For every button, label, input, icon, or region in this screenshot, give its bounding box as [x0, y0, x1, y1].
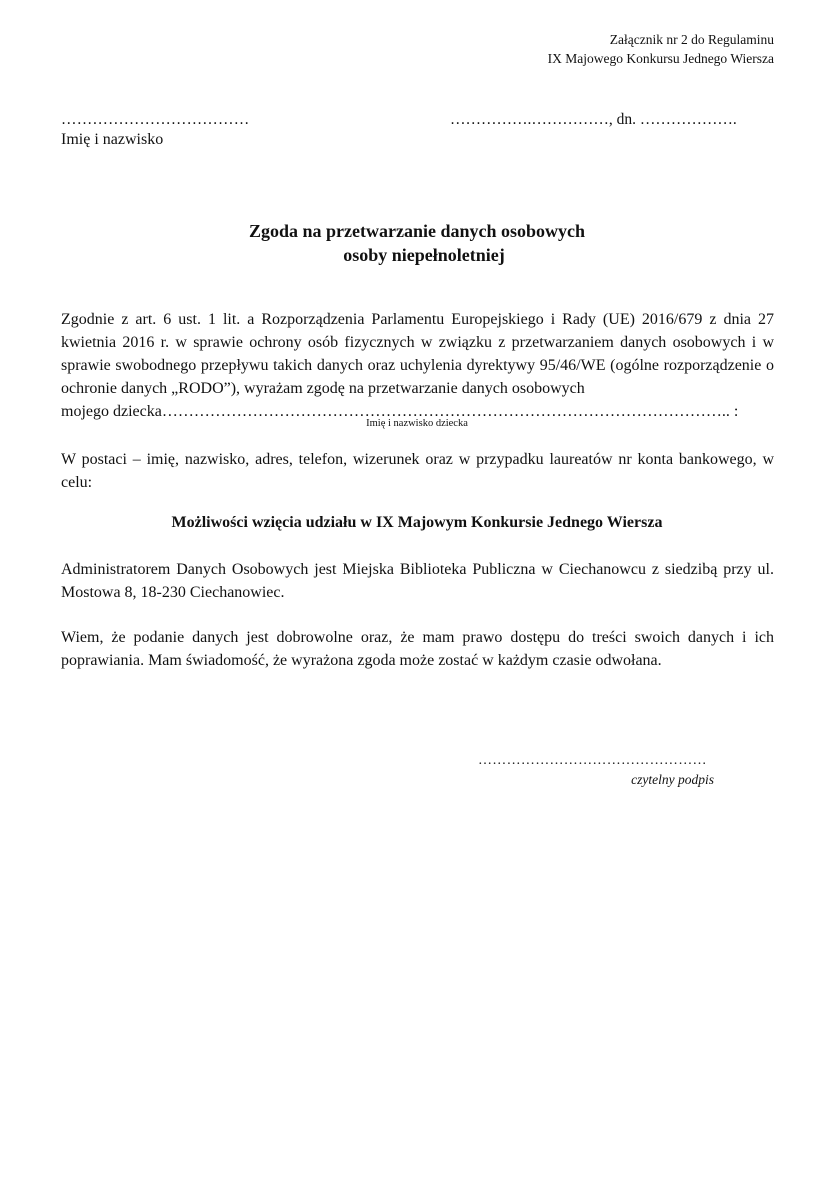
title-line-1: Zgoda na przetwarzanie danych osobowych: [248, 221, 585, 241]
signature-fill-line: …………………………………………: [478, 753, 707, 768]
name-fill-line: ………………………………: [61, 111, 250, 128]
consent-paragraph-text: Zgodnie z art. 6 ust. 1 lit. a Rozporządzenia Parlamentu Europejskiego i Rady (UE) 2016/679 z dnia 27 kwietnia 2016 r. w sprawie ochrony osób fizycznych w związku z przetwarzaniem danych osobowych i w sprawie swobodnego przepływu takich danych oraz uchylenia dyrektywy 95/46/WE (ogólne rozporządzenie o ochronie danych „RODO”), wyrażam zgodę na przetwarzanie danych osobowych: [61, 311, 774, 397]
rights-paragraph: Wiem, że podanie danych jest dobrowolne oraz, że mam prawo dostępu do treści swoich danych i ich poprawiania. Mam świadomość, że wyrażona zgoda może zostać w każdym czasie odwołana.: [61, 629, 774, 669]
place-date-fill-line: …………….……………, dn. ……………….: [450, 111, 737, 128]
annex-header: [548, 30, 774, 68]
child-name-label: Imię i nazwisko dziecka: [366, 418, 468, 429]
title-line-2: osoby niepełnoletniej: [343, 245, 505, 265]
annex-line-1: Załącznik nr 2 do Regulaminu: [609, 32, 774, 47]
name-label: Imię i nazwisko: [61, 131, 164, 148]
administrator-paragraph: Administratorem Danych Osobowych jest Miejska Biblioteka Publiczna w Ciechanowcu z siedzibą przy ul. Mostowa 8, 18-230 Ciechanowiec.: [61, 561, 774, 601]
purpose-heading: Możliwości wzięcia udziału w IX Majowym Konkursie Jednego Wiersza: [171, 514, 663, 531]
child-name-fill-line: mojego dziecka…………………………………………………………………………………………….. :: [61, 403, 739, 420]
document-title: [0, 219, 834, 267]
data-scope-paragraph: W postaci – imię, nazwisko, adres, telefon, wizerunek oraz w przypadku laureatów nr konta bankowego, w celu:: [61, 451, 774, 491]
signature-label: czytelny podpis: [631, 772, 714, 787]
consent-paragraph: [61, 308, 774, 423]
annex-line-2: IX Majowego Konkursu Jednego Wiersza: [547, 51, 774, 66]
